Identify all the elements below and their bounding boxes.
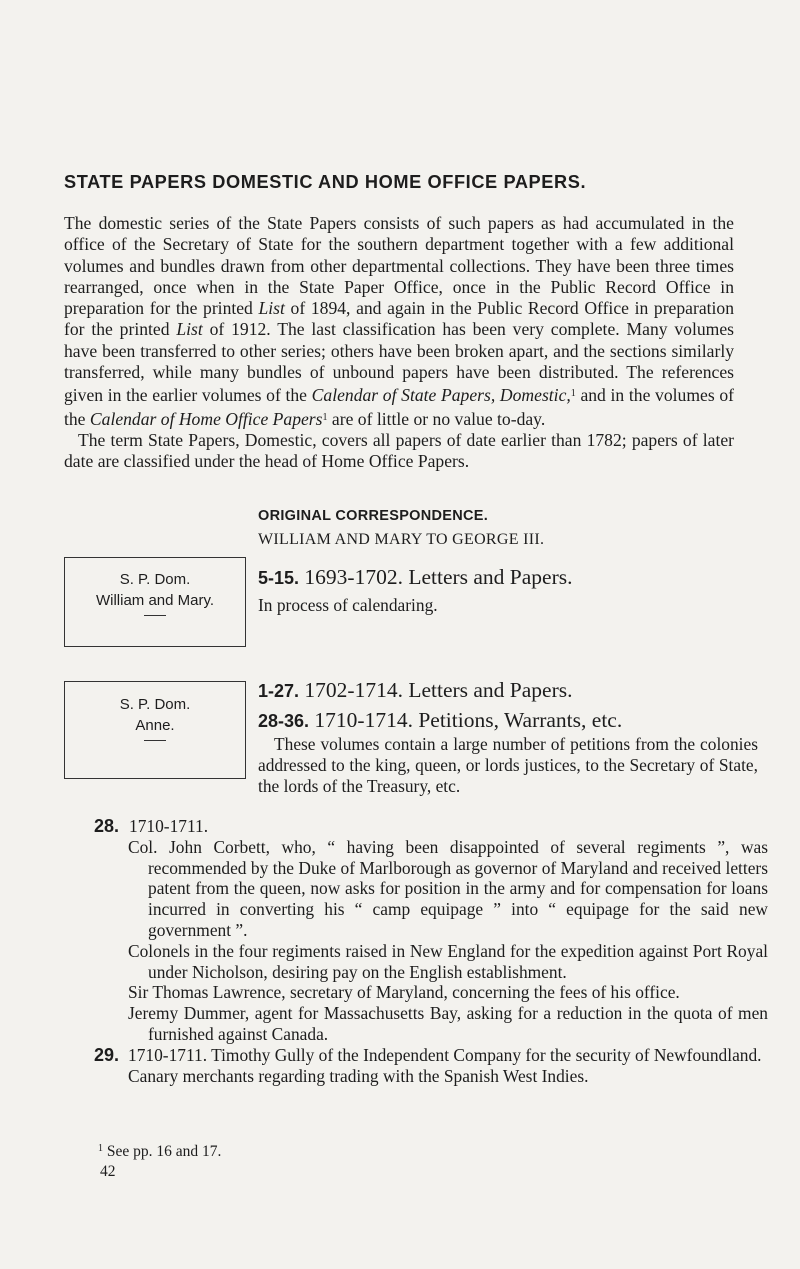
entry-text: 1693-1702. Letters and Papers. xyxy=(299,565,573,589)
box-line: S. P. Dom. xyxy=(119,571,191,588)
box-line: William and Mary. xyxy=(95,592,215,609)
footnote-ref: 1 xyxy=(322,411,328,423)
entry-note: In process of calendaring. xyxy=(258,595,438,615)
intro-text-run: are of little or no value to-day. xyxy=(327,408,546,429)
box-line: Anne. xyxy=(135,717,175,734)
entry-29 xyxy=(94,1044,768,1087)
entry-28-36 xyxy=(258,708,758,733)
entry-text: 1702-1714. Letters and Papers. xyxy=(299,678,573,702)
entry-28-items xyxy=(98,837,768,1045)
section-heading: ORIGINAL CORRESPONDENCE. xyxy=(258,508,489,524)
list-item: Sir Thomas Lawrence, secretary of Maryland, concerning the fees of his office. xyxy=(128,982,680,1003)
entry-number: 28. xyxy=(94,816,120,836)
calendar-title: Calendar of Home Office Papers xyxy=(89,408,323,429)
list-title: List xyxy=(258,298,285,319)
entry-note: These volumes contain a large number of petitions from the colonies addressed to the king, queen, or lords justices, to the Secretary of State, the lords of the Treasury, etc. xyxy=(258,734,758,796)
entry-list xyxy=(94,816,768,1086)
box-line: S. P. Dom. xyxy=(119,696,191,713)
intro-text-run: of 1894, and again in the Public Record Office in preparation for the printed xyxy=(64,298,735,340)
list-item: Jeremy Dummer, agent for Massachusetts Bay, asking for a reduction in the quota of men furnished against Canada. xyxy=(128,1003,768,1044)
list-item: Col. John Corbett, who, “ having been disappointed of several regiments ”, was recommended by the Duke of Marlborough as governor of Maryland and received letters patent from the queen, now asks for position in the army and for compensation for loans incurred in converting his “ camp equipage ” into “ equipage for the said new government ”. xyxy=(128,836,768,940)
entry-number: 28-36. xyxy=(258,711,310,731)
list-item: Colonels in the four regiments raised in New England for the expedition against Port Royal under Nicholson, desiring pay on the English establishment. xyxy=(128,940,768,982)
page-title: STATE PAPERS DOMESTIC AND HOME OFFICE PAPERS. xyxy=(64,172,587,192)
entry-text: 1710-1714. Petitions, Warrants, etc. xyxy=(309,708,623,732)
entry-date: 1710-1711. xyxy=(129,816,209,836)
list-title: List xyxy=(176,319,203,340)
page-number: 42 xyxy=(100,1163,116,1180)
calendar-title: Calendar of State Papers, Domestic, xyxy=(311,385,571,406)
entry-number: 5-15. xyxy=(258,568,300,588)
box-divider xyxy=(144,615,166,616)
entry-number: 1-27. xyxy=(258,681,300,701)
entry-1-27 xyxy=(258,678,758,703)
intro-text-run: and in the volumes of the xyxy=(64,385,734,429)
reference-box-anne xyxy=(64,681,246,779)
entry-28 xyxy=(94,816,768,837)
intro-text xyxy=(64,213,734,473)
intro-text-run: of 1912. The last classification has been very complete. Many volumes have been transferred to other series; others have been broken apart, and the sections similarly transferred, while many bundles of unbound papers have been distributed. The references given in the earlier volumes of the xyxy=(64,319,734,406)
intro-paragraph-1 xyxy=(64,213,734,430)
section-subheading: WILLIAM AND MARY TO GEORGE III. xyxy=(258,531,545,548)
intro-text-run: The domestic series of the State Papers consists of such papers as had accumulated in the office of the Secretary of State for the southern department together with a few additional volumes and bundles drawn from other departmental collections. They have been three times rearranged, once when in the State Paper Office, once in the Public Record Office in preparation for the printed xyxy=(64,213,734,319)
footnote-text: See pp. 16 and 17. xyxy=(103,1143,222,1160)
reference-box-william-and-mary xyxy=(64,557,246,647)
footnote xyxy=(98,1143,221,1161)
list-item: Canary merchants regarding trading with the Spanish West Indies. xyxy=(128,1065,589,1086)
footnote-ref: 1 xyxy=(570,388,576,400)
list-item: 1710-1711. Timothy Gully of the Independent Company for the security of Newfoundland. xyxy=(128,1044,762,1065)
box-divider xyxy=(144,740,166,741)
entry-number: 29. xyxy=(94,1044,120,1065)
intro-paragraph-2: The term State Papers, Domestic, covers all papers of date earlier than 1782; papers of later date are classified under the head of Home Office Papers. xyxy=(64,429,734,472)
entry-5-15 xyxy=(258,565,758,590)
footnote-mark: 1 xyxy=(98,1143,103,1154)
